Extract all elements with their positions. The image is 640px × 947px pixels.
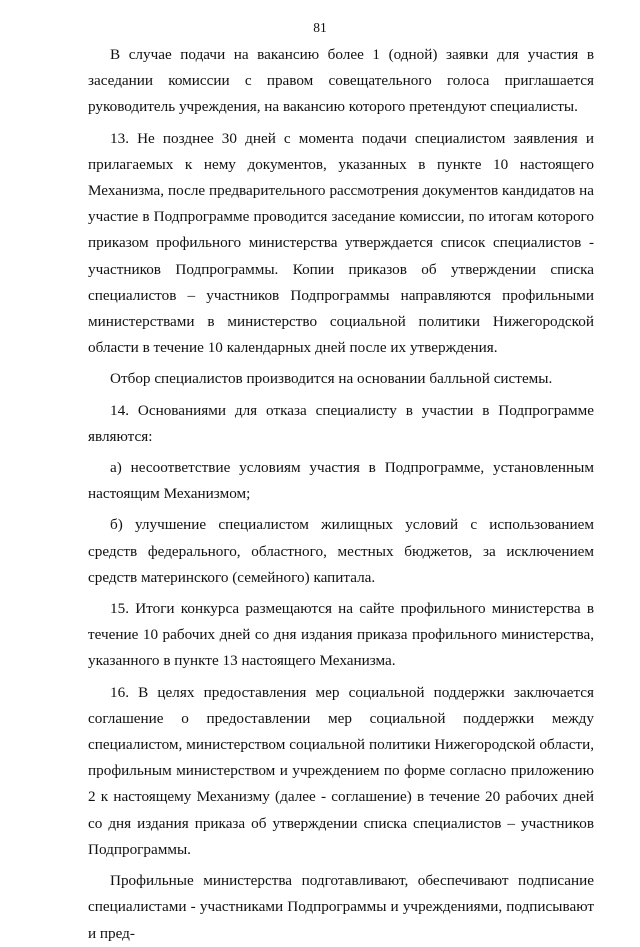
paragraph: 15. Итоги конкурса размещаются на сайте профильного министерства в течение 10 рабочих дней со дня издания приказа профильного министерства, указанного в пункте 13 настоящего Механизма.	[88, 600, 594, 670]
document-body	[88, 42, 594, 947]
paragraph: а) несоответствие условиям участия в Подпрограмме, установленным настоящим Механизмом;	[88, 459, 594, 503]
paragraph: б) улучшение специалистом жилищных условий с использованием средств федерального, областного, местных бюджетов, за исключением средств материнского (семейного) капитала.	[88, 516, 594, 586]
paragraph: Отбор специалистов производится на основании балльной системы.	[110, 370, 553, 388]
paragraph: Профильные министерства подготавливают, обеспечивают подписание специалистами - участниками Подпрограммы и учреждениями, подписывают и пред-	[88, 872, 594, 942]
paragraph: 13. Не позднее 30 дней с момента подачи специалистом заявления и прилагаемых к нему документов, указанных в пункте 10 настоящего Механизма, после предварительного рассмотрения документов кандидатов на участие в Подпрограмме проводится заседание комиссии, по итогам которого приказом профильного министерства утверждается список специалистов - участников Подпрограммы. Копии приказов об утверждении списка специалистов – участников Подпрограммы направляются профильными министерствами в министерство социальной политики Нижегородской области в течение 10 календарных дней после их утверждения.	[88, 129, 594, 357]
paragraph: 14. Основаниями для отказа специалисту в участии в Подпрограмме являются:	[88, 401, 594, 445]
page-number: 81	[313, 20, 327, 35]
paragraph: В случае подачи на вакансию более 1 (одной) заявки для участия в заседании комиссии с правом совещательного голоса приглашается руководитель учреждения, на вакансию которого претендуют специалисты.	[88, 46, 594, 116]
paragraph: 16. В целях предоставления мер социальной поддержки заключается соглашение о предоставлении мер социальной поддержки между специалистом, министерством социальной политики Нижегородской области, профильным министерством и учреждением по форме согласно приложению 2 к настоящему Механизму (далее - соглашение) в течение 20 рабочих дней со дня издания приказа об утверждении списка специалистов – участников Подпрограммы.	[88, 683, 594, 858]
